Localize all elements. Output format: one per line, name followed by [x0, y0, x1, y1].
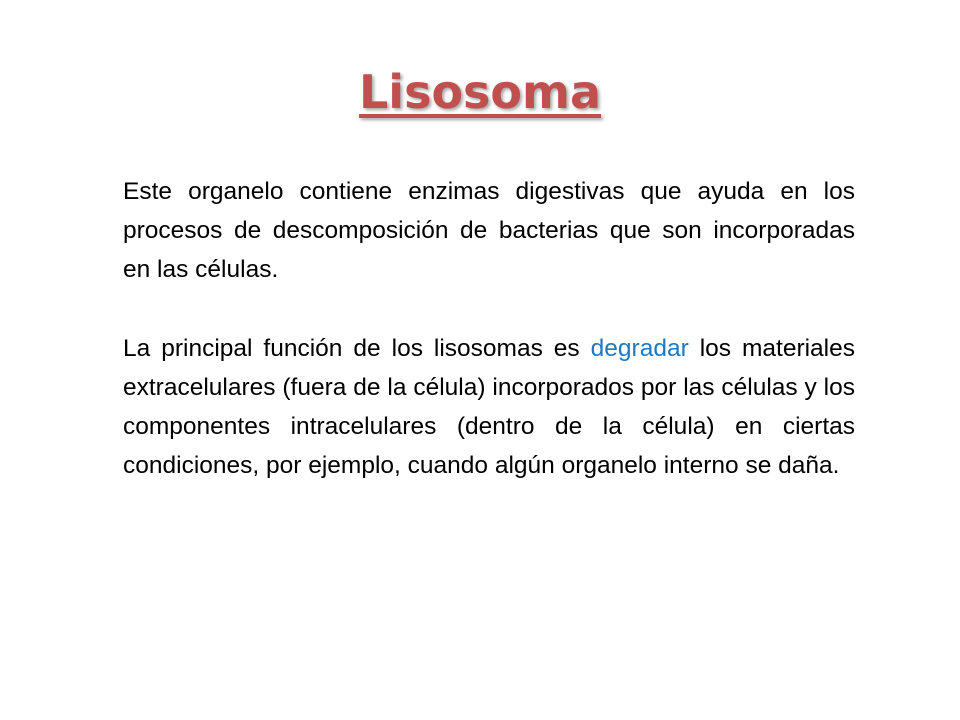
- highlighted-word: degradar: [590, 335, 689, 362]
- paragraph-2-after: los materiales extracelulares (fuera de la célula) incorporados por las células y los componentes intracelulares (dentro de la célula) en ciertas condiciones, por ejemplo, cuando algún organelo interno se daña.: [123, 335, 856, 479]
- paragraph-2-before: La principal función de los lisosomas es: [123, 335, 591, 362]
- slide-body: [123, 172, 855, 485]
- paragraph-1: Este organelo contiene enzimas digestivas que ayuda en los procesos de descomposición de bacterias que son incorporadas en las células.: [123, 178, 855, 283]
- paragraph-2: [123, 329, 855, 485]
- slide-title: Lisosoma: [358, 65, 602, 119]
